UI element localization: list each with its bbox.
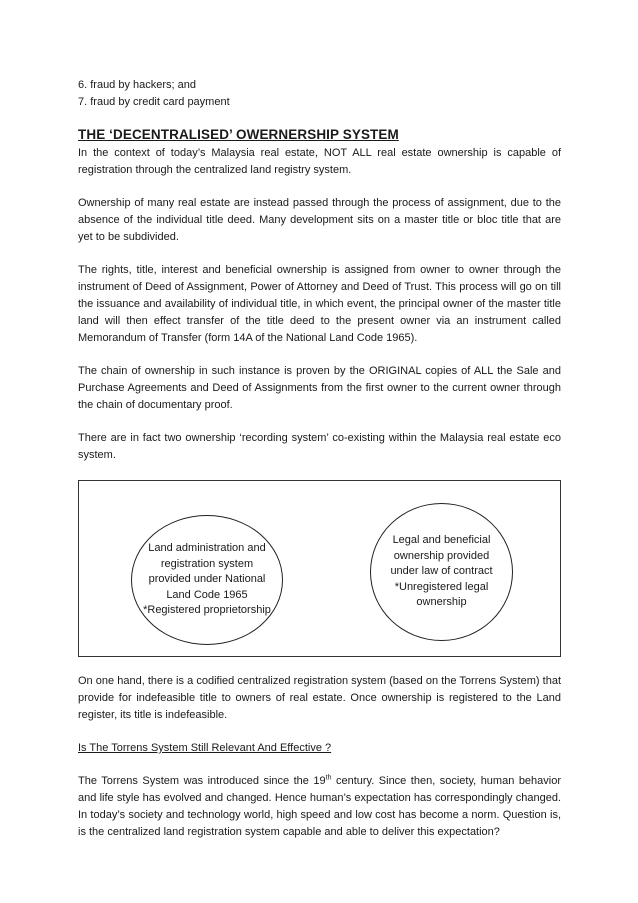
unregistered-system-label: Legal and beneficial ownership provided under law of contract *Unregistered legal ownership	[390, 534, 493, 609]
paragraph-context: In the context of today’s Malaysia real estate, NOT ALL real estate ownership is capable of registration through the centralized land registry system.	[78, 147, 561, 176]
paragraph-two-systems: There are in fact two ownership ‘recording system’ co-existing within the Malaysia real estate eco system.	[78, 432, 561, 461]
torrens-text-start: The Torrens System was introduced since the 19	[78, 775, 326, 787]
paragraph-assignment: Ownership of many real estate are instead passed through the process of assignment, due to the absence of the individual title deed. Many development sits on a master title or bloc title that are yet to be subdivided.	[78, 197, 561, 243]
torrens-text-end: century. Since then, society, human behavior and life style has evolved and changed. Hence human’s expectation has correspondingly changed. In today’s society and technology world, high speed and low cost has become a norm. Question is, is the centralized land registration system capable and able to deliver this expectation?	[78, 775, 562, 838]
paragraph-torrens-intro: On one hand, there is a codified centralized registration system (based on the Torrens System) that provide for indefeasible title to owners of real estate. Once ownership is registered to the Land register, its title is indefeasible.	[78, 675, 561, 721]
ordinal-superscript: th	[325, 774, 332, 782]
list-item-6: 6. fraud by hackers; and	[78, 79, 197, 91]
registered-system-ellipse	[131, 515, 283, 645]
paragraph-rights-title: The rights, title, interest and beneficial ownership is assigned from owner to owner through the instrument of Deed of Assignment, Power of Attorney and Deed of Trust. This process will go on till the issuance and availability of individual title, in which event, the principal owner of the master title land will then effect transfer of the title deed to the present owner via an instrument called Memorandum of Transfer (form 14A of the National Land Code 1965).	[78, 264, 561, 344]
torrens-subheading: Is The Torrens System Still Relevant And Effective ?	[78, 742, 332, 754]
document-body	[78, 77, 561, 857]
registered-system-label: Land administration and registration system provided under National Land Code 1965 *Registered proprietorship	[143, 542, 271, 617]
paragraph-torrens-history	[78, 773, 561, 841]
list-item-7: 7. fraud by credit card payment	[78, 96, 230, 108]
section-title: THE ‘DECENTRALISED’ OWERNERSHIP SYSTEM	[78, 127, 399, 142]
paragraph-chain-ownership: The chain of ownership in such instance is proven by the ORIGINAL copies of ALL the Sale and Purchase Agreements and Deed of Assignments from the first owner to the current owner through the chain of documentary proof.	[78, 365, 561, 411]
two-systems-diagram	[78, 480, 561, 657]
unregistered-system-ellipse	[370, 503, 513, 641]
